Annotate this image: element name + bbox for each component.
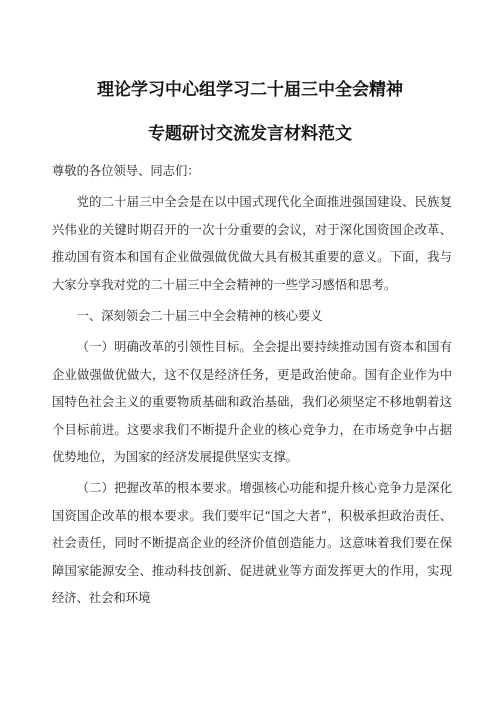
paragraph-point-2: （二）把握改革的根本要求。增强核心功能和提升核心竞争力是深化国资国企改革的根本要求。我们要牢记“国之大者”，积极承担政治责任、社会责任，同时不断提高企业的经济价值创造能力。这意味着我们要在保障国家能源安全、推动科技创新、促进就业等方面发挥更大的作用，实现经济、社会和环境 (52, 481, 452, 606)
document-title-line-2: 专题研讨交流发言材料范文 (148, 124, 352, 144)
salutation: 尊敬的各位领导、同志们： (52, 164, 200, 178)
paragraph-point-1: （一）明确改革的引领性目标。全会提出要持续推动国有资本和国有企业做强做优做大，这不仅是经济任务，更是政治使命。国有企业作为中国特色社会主义的重要物质基础和政治基础，我们必须坚定不移地朝着这个目标前进。这要求我们不断提升企业的核心竞争力，在市场竞争中占据优势地位，为国家的经济发展提供坚实支撑。 (52, 340, 452, 465)
document-body (52, 158, 452, 617)
paragraph-intro: 党的二十届三中全会是在以中国式现代化全面推进强国建设、民族复兴伟业的关键时期召开的一次十分重要的会议，对于深化国资国企改革、推动国有资本和国有企业做强做优做大具有极其重要的意义。下面，我与大家分享我对党的二十届三中全会精神的一些学习感悟和思考。 (52, 195, 452, 292)
section-heading-1: 一、深刻领会二十届三中全会精神的核心要义 (76, 309, 323, 324)
document-title-line-1: 理论学习中心组学习二十届三中全会精神 (97, 80, 403, 100)
